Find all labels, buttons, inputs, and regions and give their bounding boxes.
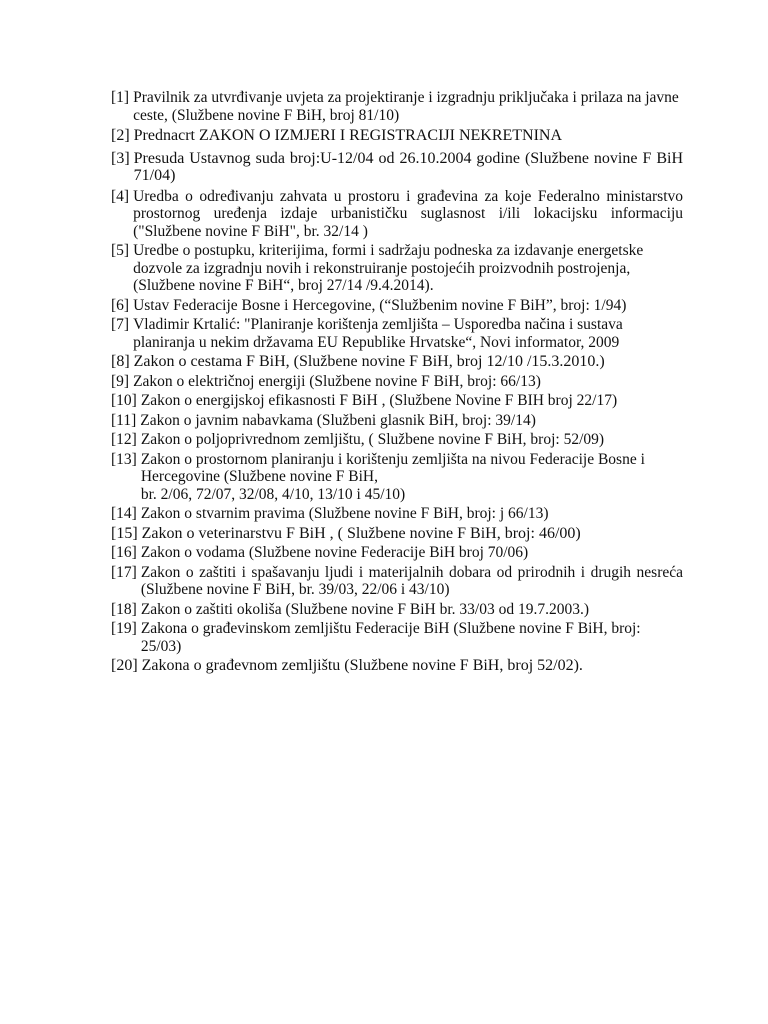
reference-item [111,601,683,619]
reference-item [111,353,683,371]
reference-text: Pravilnik za utvrđivanje uvjeta za projektiranje i izgradnju priključaka i prilaza na javne ceste, (Službene novine F BiH, broj 81/10) [133,89,679,124]
reference-text: Zakon o javnim nabavkama (Službeni glasnik BiH, broj: 39/14) [140,411,536,429]
reference-item [111,89,683,124]
reference-text: Zakona o građevinskom zemljištu Federacije BiH (Službene novine F BiH, broj: 25/03) [140,620,641,655]
reference-item [111,544,683,562]
reference-number: [13] [111,450,137,468]
reference-text: Presuda Ustavnog suda broj:U-12/04 od 26.10.2004 godine (Službene novine F BiH 71/04) [133,149,683,184]
reference-text: Zakon o vodama (Službene novine Federacije BiH broj 70/06) [140,544,529,561]
reference-text: Zakon o zaštiti i spašavanju ljudi i materijalnih dobara od prirodnih i drugih nesreća (Službene novine F BiH, br. 39/03, 22/06 i 43/10) [140,563,683,598]
reference-item [111,451,683,504]
reference-number: [15] [111,524,138,542]
reference-text: Uredba o određivanju zahvata u prostoru i građevina za koje Federalno ministarstvo prostornog uređenja izdaje urbanističku suglasnost i/ili lokacijsku informaciju ("Službene novine F BiH", br. 32/14 ) [133,187,683,240]
reference-number: [6] [111,296,130,314]
reference-item [111,412,683,430]
reference-text: Prednacrt ZAKON O IZMJERI I REGISTRACIJI NEKRETNINA [133,127,563,144]
reference-item [111,188,683,241]
reference-item [111,525,683,543]
reference-number: [7] [111,316,130,333]
reference-item [111,316,683,351]
reference-number: [9] [111,372,130,390]
reference-item [111,564,683,599]
reference-number: [20] [111,657,138,674]
reference-text: Zakon o energijskoj efikasnosti F BiH , (Službene Novine F BIH broj 22/17) [140,392,618,409]
reference-text: Zakon o električnoj energiji (Službene novine F BiH, broj: 66/13) [133,372,541,390]
reference-item [111,242,683,295]
reference-item [111,297,683,315]
reference-text [141,451,683,504]
reference-text: Zakon o poljoprivrednom zemljištu, ( Službene novine F BiH, broj: 52/09) [140,431,605,448]
reference-number: [17] [111,563,137,581]
reference-number: [3] [111,149,130,167]
reference-item [111,657,683,675]
reference-item [111,431,683,449]
reference-number: [19] [111,620,137,637]
reference-text: Zakon o zaštiti okoliša (Službene novine F BiH br. 33/03 od 19.7.2003.) [140,600,589,618]
reference-number: [5] [111,242,130,259]
reference-text-line: Zakon o prostornom planiranju i korištenju zemljišta na nivou Federacije Bosne i Hercegovine (Službene novine F BiH, [140,450,645,485]
reference-text: Ustav Federacije Bosne i Hercegovine, (“Službenim novine F BiH”, broj: 1/94) [133,296,627,314]
reference-list [111,89,683,677]
reference-item [111,150,683,185]
reference-item [111,373,683,391]
reference-number: [11] [111,411,137,429]
reference-text: Zakona o građevnom zemljištu (Službene novine F BiH, broj 52/02). [141,657,583,674]
reference-number: [12] [111,431,137,448]
reference-number: [16] [111,544,137,561]
reference-text-line: br. 2/06, 72/07, 32/08, 4/10, 13/10 i 45/10) [140,485,406,503]
reference-text: Zakon o veterinarstvu F BiH , ( Službene novine F BiH, broj: 46/00) [141,524,581,542]
reference-number: [14] [111,505,137,522]
reference-text: Zakon o cestama F BiH, (Službene novine F BiH, broj 12/10 /15.3.2010.) [133,353,605,370]
reference-number: [18] [111,600,137,618]
reference-text: Zakon o stvarnim pravima (Službene novine F BiH, broj: j 66/13) [140,505,549,522]
reference-item [111,505,683,523]
reference-number: [4] [111,187,130,205]
reference-number: [1] [111,89,130,106]
reference-text: Vladimir Krtalić: "Planiranje korištenja zemljišta – Usporedba načina i sustava planiranja u nekim državama EU Republike Hrvatske“, Novi informator, 2009 [133,316,623,351]
reference-item [111,392,683,410]
reference-number: [8] [111,353,130,370]
reference-item [111,127,683,145]
reference-number: [10] [111,392,137,409]
reference-text: Uredbe o postupku, kriterijima, formi i sadržaju podneska za izdavanje energetske dozvole za izgradnju novih i rekonstruiranje postojećih proizvodnih postrojenja, (Službene novine F BiH“, broj 27/14 /9.4.2014). [133,242,644,294]
reference-number: [2] [111,127,130,144]
reference-item [111,620,683,655]
